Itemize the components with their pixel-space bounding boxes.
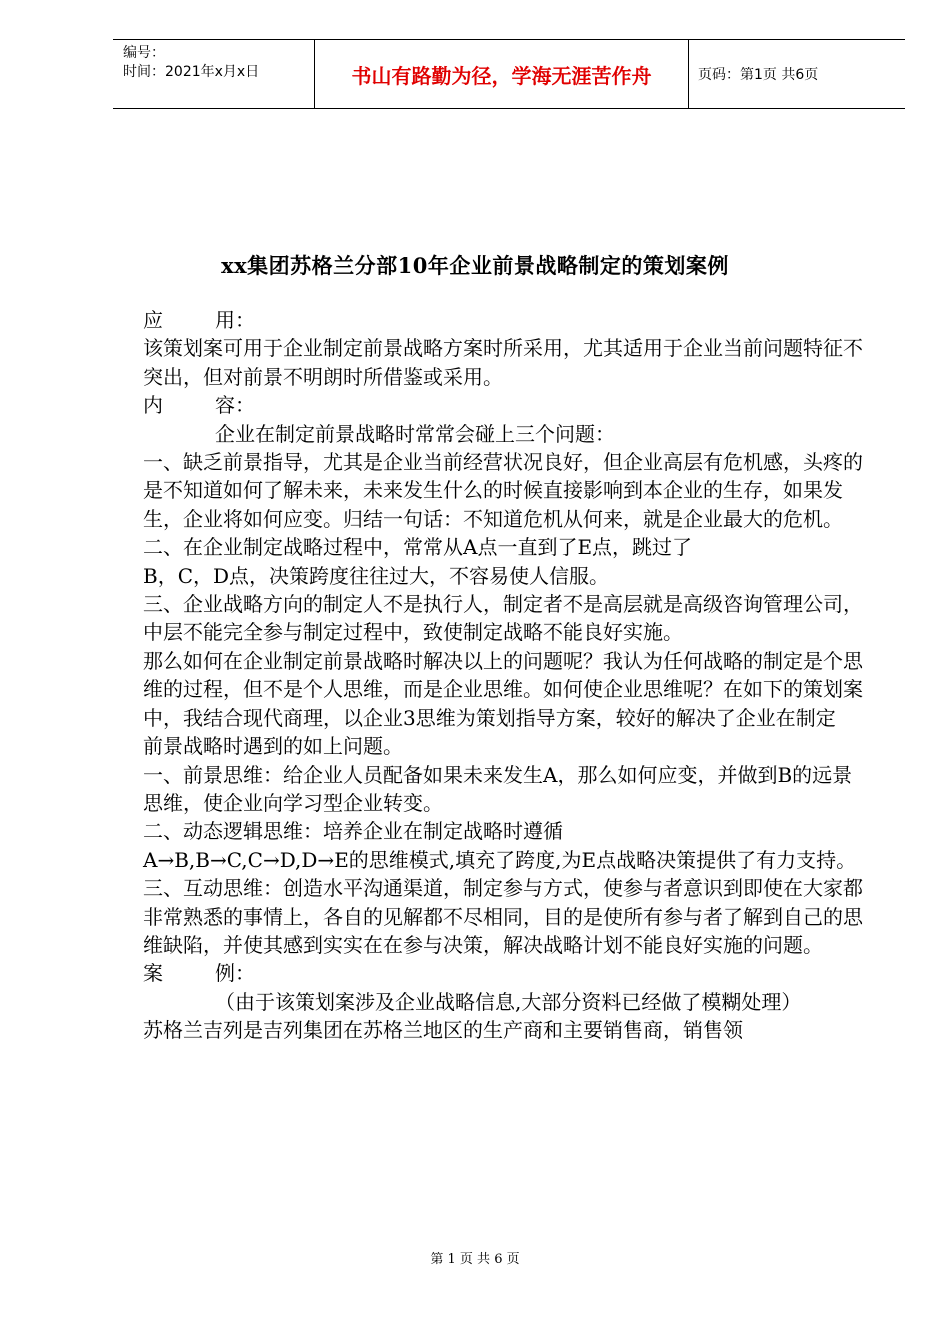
date-label: 时间：2021年x月x日	[123, 64, 260, 80]
paragraph: 那么如何在企业制定前景战略时解决以上的问题呢？我认为任何战略的制定是个思维的过程，但不是个人思维，而是企业思维。如何使企业思维呢？在如下的策划案中，我结合现代商理，以企业3思维为策划指导方案，较好的解决了企业在制定	[143, 648, 863, 730]
page-footer: 第 1 页 共 6 页	[430, 1252, 520, 1267]
section-application: 应 用：	[143, 308, 255, 332]
paragraph: 企业在制定前景战略时常常会碰上三个问题：	[215, 421, 615, 446]
paragraph: 一、缺乏前景指导，尤其是企业当前经营状况良好，但企业高层有危机感，头疼的是不知道如何了解未来，未来发生什么的时候直接影响到本企业的生存，如果发生，企业将如何应变。归结一句话：不知道危机从何来，就是企业最大的危机。	[143, 450, 863, 531]
paragraph: 一、前景思维：给企业人员配备如果未来发生A，那么如何应变，并做到B的远景思维，使企业向学习型企业转变。	[143, 762, 853, 815]
paragraph: 苏格兰吉列是吉列集团在苏格兰地区的生产商和主要销售商，销售领	[143, 1018, 743, 1043]
section-content: 内 容：	[143, 393, 255, 418]
paragraph: 三、企业战略方向的制定人不是执行人，制定者不是高层就是高级咨询管理公司，中层不能完全参与制定过程中，致使制定战略不能良好实施。	[143, 592, 863, 645]
paragraph: B，C，D点，决策跨度往往过大，不容易使人信服。	[143, 563, 610, 588]
number-label: 编号：	[123, 45, 165, 61]
header-meta	[113, 40, 315, 108]
document-body	[143, 306, 868, 1045]
section-case: 案 例：	[143, 961, 255, 986]
document-title: xx集团苏格兰分部10年企业前景战略制定的策划案例	[221, 253, 729, 278]
paragraph: 二、在企业制定战略过程中，常常从A点一直到了E点，跳过了	[143, 535, 693, 560]
header-motto: 书山有路勤为径，学海无涯苦作舟	[315, 40, 689, 108]
paragraph: 该策划案可用于企业制定前景战略方案时所采用，尤其适用于企业当前问题特征不突出，但对前景不明朗时所借鉴或采用。	[143, 336, 863, 389]
header-page-info: 页码：第1页 共6页	[698, 67, 819, 83]
paragraph: 三、互动思维：创造水平沟通渠道，制定参与方式，使参与者意识到即使在大家都非常熟悉的事情上，各自的见解都不尽相同，目的是使所有参与者了解到自己的思维缺陷，并使其感到实实在在参与决策，解决战略计划不能良好实施的问题。	[143, 876, 863, 957]
paragraph: 前景战略时遇到的如上问题。	[143, 734, 403, 759]
paragraph: 二、动态逻辑思维：培养企业在制定战略时遵循	[143, 819, 563, 844]
paragraph: （由于该策划案涉及企业战略信息,大部分资料已经做了模糊处理）	[215, 989, 802, 1014]
document-header	[113, 39, 905, 109]
paragraph: A→B,B→C,C→D,D→E的思维模式,填充了跨度,为E点战略决策提供了有力支持。	[143, 847, 857, 872]
